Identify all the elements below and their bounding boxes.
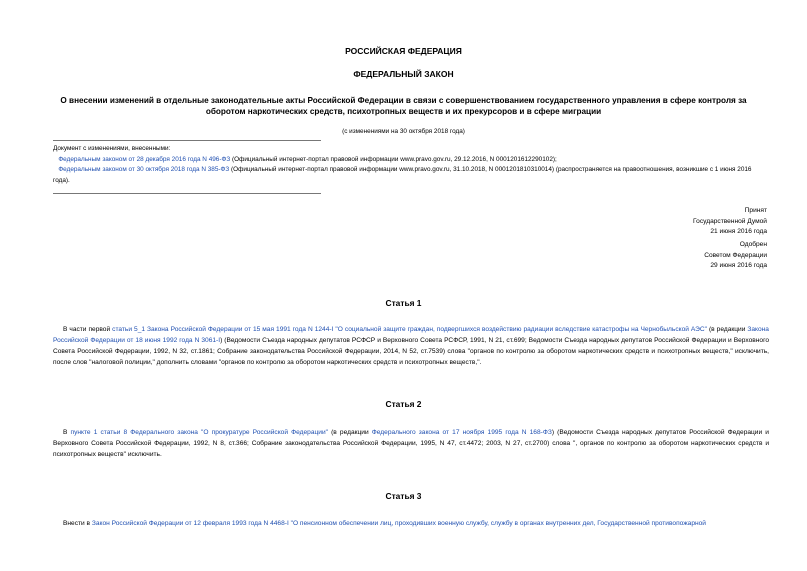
law-reference-link[interactable]: Закон Российской Федерации от 12 февраля 1993 года N 4468-I "О пенсионном обеспечении лиц, проходивших военную службу, службу в органах внутренних дел, Государственной противопожарной	[91, 520, 706, 527]
change-link[interactable]: Федеральным законом от 30 октября 2018 года N 385-ФЗ	[58, 166, 230, 173]
change-item	[53, 165, 767, 186]
text-segment: В	[63, 429, 71, 436]
article-text	[53, 324, 769, 368]
change-text: (Официальный интернет-портал правовой информации www.pravo.gov.ru, 31.10.2018, N 0001201810310014) (распространяется на правоотношения, возникшие с 1 июня 2016 года).	[53, 166, 752, 184]
law-reference-link[interactable]: статьи 5_1 Закона Российской Федерации от 15 мая 1991 года N 1244-I "О социальной защите граждан, подвергшихся воздействию радиации вследствие катастрофы на Чернобыльской АЭС"	[112, 326, 707, 333]
article-heading: Статья 3	[385, 491, 422, 501]
article-heading: Статья 1	[385, 298, 422, 308]
text-segment: ) (Ведомости Съезда народных депутатов Российской Федерации и Верховного Совета Российской Федерации, 1992, N 8, ст.366; Собрание законодательства Российской Федерации, 1995, N 47, ст.4472; 2003, N 27, ст.2700) слова ", органов по контролю за оборотом наркотических средств и психотропных веществ" исключить.	[53, 429, 769, 458]
adoption-duma	[693, 206, 767, 238]
accepted-date: 21 июня 2016 года	[710, 228, 767, 235]
law-title: О внесении изменений в отдельные законодательные акты Российской Федерации в связи с совершенствованием государственного управления в сфере контроля за оборотом наркотических средств, психотропных веществ и их прекурсоров и в сфере миграции	[60, 96, 747, 116]
article-text	[53, 427, 769, 460]
text-segment: (в редакции	[707, 326, 748, 333]
changes-block	[53, 144, 767, 186]
article-heading: Статья 2	[385, 399, 422, 409]
law-type-heading: ФЕДЕРАЛЬНЫЙ ЗАКОН	[353, 69, 454, 79]
law-reference-link[interactable]: Закона Российской Федерации от 18 июня 1992 года N 3061-I	[53, 326, 769, 344]
changes-label: Документ с изменениями, внесенными:	[53, 145, 171, 152]
adoption-council	[704, 240, 767, 272]
approved-by: Советом Федерации	[704, 251, 767, 259]
approved-label: Одобрен	[739, 241, 767, 248]
text-segment: Внести в	[63, 520, 92, 527]
accepted-label: Принят	[744, 207, 767, 214]
country-heading: РОССИЙСКАЯ ФЕДЕРАЦИЯ	[345, 46, 462, 56]
text-segment: В части первой	[63, 326, 113, 333]
change-text: (Официальный интернет-портал правовой информации www.pravo.gov.ru, 29.12.2016, N 0001201612290102);	[230, 155, 557, 163]
text-segment: ) (Ведомости Съезда народных депутатов РСФСР и Верховного Совета РСФСР, 1991, N 21, ст.699; Ведомости Съезда народных депутатов Российской Федерации и Верховного Совета Российской Федерации, 1992, N 32, ст.1861; Собрание законодательства Российской Федерации, 2014, N 52, ст.7539) слова "органов по контролю за оборотом наркотических средств и психотропных веществ," исключить, после слов "налоговой полиции," дополнить словами "органов по контролю за оборотом наркотических средств и психотропных веществ,".	[53, 337, 769, 366]
article-text	[53, 518, 769, 529]
changes-top-divider	[53, 140, 321, 141]
law-reference-link[interactable]: Федерального закона от 17 ноября 1995 года N 168-ФЗ	[371, 429, 552, 436]
change-item	[53, 155, 767, 166]
changes-bottom-divider	[53, 193, 321, 194]
law-reference-link[interactable]: пункте 1 статьи 8 Федерального закона "О прокуратуре Российской Федерации"	[70, 429, 328, 436]
edition-note: (с изменениями на 30 октября 2018 года)	[342, 128, 465, 135]
approved-date: 29 июня 2016 года	[710, 262, 767, 269]
text-segment: (в редакции	[327, 429, 372, 436]
change-link[interactable]: Федеральным законом от 28 декабря 2016 года N 496-ФЗ	[58, 155, 231, 163]
accepted-by: Государственной Думой	[693, 217, 767, 225]
